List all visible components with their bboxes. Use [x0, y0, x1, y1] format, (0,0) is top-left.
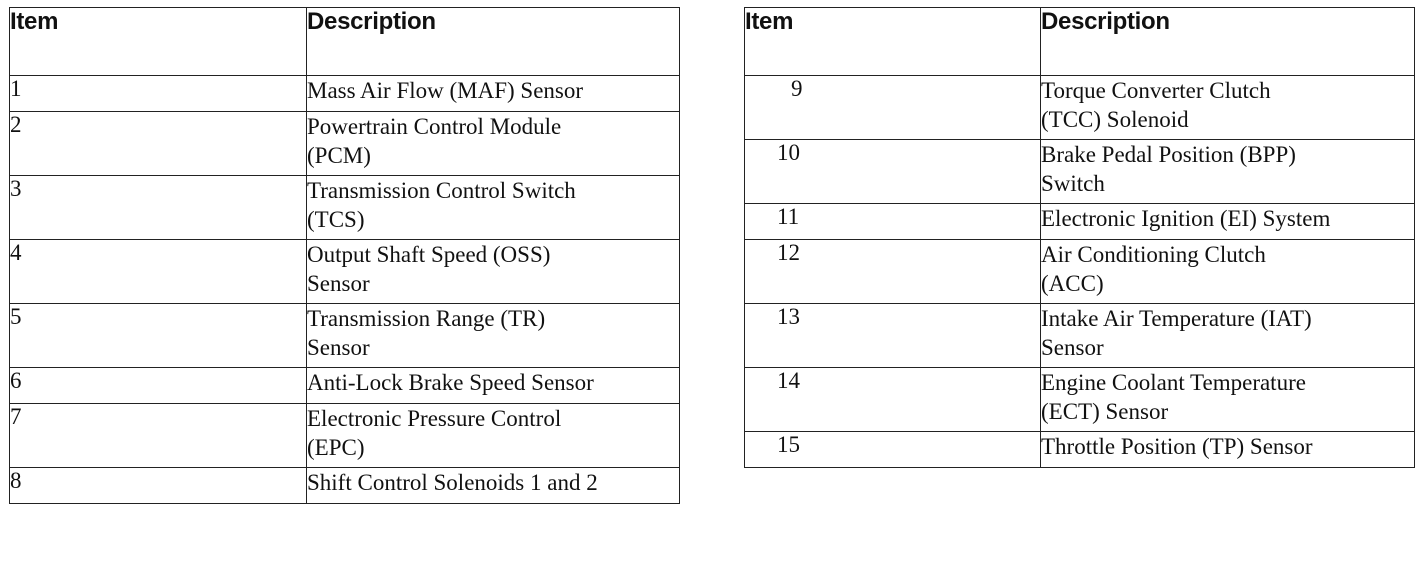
description-line: Anti-Lock Brake Speed Sensor	[307, 370, 594, 395]
item-description	[307, 468, 680, 504]
item-description	[307, 112, 680, 176]
table-row	[10, 304, 680, 368]
column-header-description: Description	[1041, 8, 1415, 76]
item-description	[1041, 368, 1415, 432]
item-description	[1041, 432, 1415, 468]
description-line: (TCC) Solenoid	[1041, 107, 1189, 132]
header-row	[10, 8, 680, 76]
item-number: 12	[745, 240, 1041, 304]
item-number: 15	[745, 432, 1041, 468]
description-line: Switch	[1041, 171, 1105, 196]
table-row	[745, 240, 1415, 304]
description-line: (ACC)	[1041, 271, 1104, 296]
description-line: Output Shaft Speed (OSS)	[307, 242, 551, 267]
legend-table-left	[9, 7, 680, 504]
table-row	[745, 368, 1415, 432]
item-number: 10	[745, 140, 1041, 204]
table-row	[745, 432, 1415, 468]
item-number: 9	[745, 76, 1041, 140]
description-line: Transmission Range (TR)	[307, 306, 546, 331]
header-row	[745, 8, 1415, 76]
description-line: Torque Converter Clutch	[1041, 78, 1271, 103]
column-header-description: Description	[307, 8, 680, 76]
description-line: Electronic Ignition (EI) System	[1041, 206, 1331, 231]
column-header-item: Item	[10, 8, 307, 76]
description-line: Engine Coolant Temperature	[1041, 370, 1306, 395]
description-line: Mass Air Flow (MAF) Sensor	[307, 78, 584, 103]
description-line: Throttle Position (TP) Sensor	[1041, 434, 1313, 459]
item-description	[307, 368, 680, 404]
item-number: 6	[10, 368, 307, 404]
item-description	[307, 176, 680, 240]
table-row	[10, 76, 680, 112]
description-line: Powertrain Control Module	[307, 114, 562, 139]
table-row	[10, 176, 680, 240]
description-line: (TCS)	[307, 207, 365, 232]
column-header-item: Item	[745, 8, 1041, 76]
description-line: Electronic Pressure Control	[307, 406, 562, 431]
item-number: 11	[745, 204, 1041, 240]
table-row	[10, 468, 680, 504]
item-description	[1041, 140, 1415, 204]
table-row	[10, 240, 680, 304]
item-number: 3	[10, 176, 307, 240]
item-description	[1041, 76, 1415, 140]
item-number: 1	[10, 76, 307, 112]
description-line: (EPC)	[307, 435, 365, 460]
description-line: (PCM)	[307, 143, 371, 168]
item-description	[307, 304, 680, 368]
item-description	[307, 404, 680, 468]
item-description	[1041, 204, 1415, 240]
item-number: 14	[745, 368, 1041, 432]
item-number: 7	[10, 404, 307, 468]
description-line: (ECT) Sensor	[1041, 399, 1169, 424]
table-row	[745, 204, 1415, 240]
description-line: Air Conditioning Clutch	[1041, 242, 1266, 267]
table-row	[10, 112, 680, 176]
item-description	[1041, 304, 1415, 368]
legend-table-right	[744, 7, 1415, 468]
item-description	[307, 76, 680, 112]
table-row	[745, 76, 1415, 140]
description-line: Sensor	[307, 271, 370, 296]
description-line: Sensor	[307, 335, 370, 360]
item-description	[307, 240, 680, 304]
item-number: 4	[10, 240, 307, 304]
item-description	[1041, 240, 1415, 304]
item-number: 8	[10, 468, 307, 504]
table-row	[745, 304, 1415, 368]
item-number: 13	[745, 304, 1041, 368]
table-row	[10, 404, 680, 468]
description-line: Intake Air Temperature (IAT)	[1041, 306, 1312, 331]
table-row	[10, 368, 680, 404]
description-line: Sensor	[1041, 335, 1104, 360]
table-row	[745, 140, 1415, 204]
description-line: Shift Control Solenoids 1 and 2	[307, 470, 598, 495]
description-line: Transmission Control Switch	[307, 178, 576, 203]
description-line: Brake Pedal Position (BPP)	[1041, 142, 1296, 167]
item-number: 2	[10, 112, 307, 176]
item-number: 5	[10, 304, 307, 368]
